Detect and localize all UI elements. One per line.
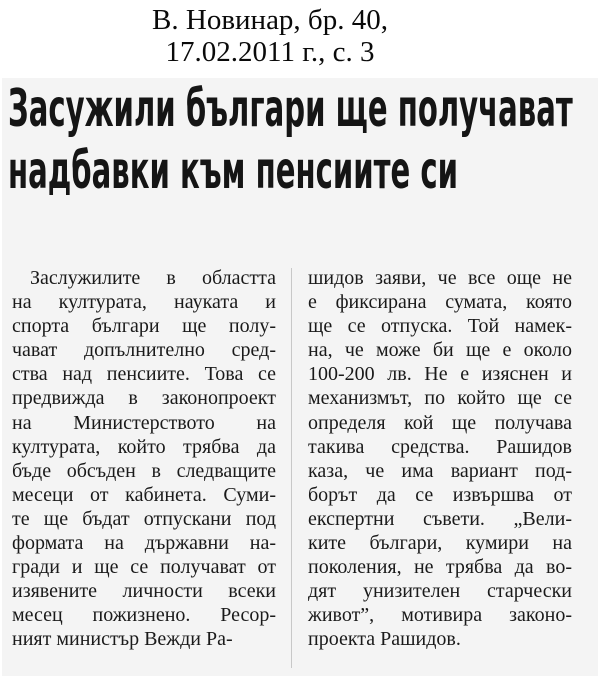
- article-line: механизмът, по който ще се: [308, 387, 572, 410]
- newspaper-clipping: [2, 78, 598, 676]
- article-line: чават допълнително сред-: [12, 339, 276, 362]
- article-line: Заслужилите в областта: [30, 267, 276, 289]
- article-line: предвижда в законопроект: [12, 387, 276, 410]
- article-line: те ще бъдат отпускани под: [12, 507, 276, 530]
- article-line: дят унизителен старчески: [308, 580, 572, 603]
- article-line: такива средства. Рашидов: [308, 435, 572, 458]
- article-line: проекта Рашидов.: [308, 628, 461, 651]
- article-line: спорта българи ще полу-: [12, 315, 276, 338]
- article-line: на Министерството на: [12, 411, 276, 434]
- article-line: на културата, науката и: [12, 291, 276, 314]
- headline-line-2: надбавки към пенсиите си: [8, 141, 459, 201]
- article-line: ният министър Вежди Ра-: [12, 628, 233, 651]
- article-line: 100-200 лв. Не е изяснен и: [308, 363, 572, 386]
- article-line: формата на държавни на-: [12, 532, 276, 555]
- article-line: месец пожизнено. Ресор-: [12, 604, 276, 627]
- article-line: ките българи, кумири на: [308, 532, 572, 555]
- article-line: културата, който трябва да: [12, 435, 276, 458]
- article-headline: [8, 78, 573, 202]
- source-line-date-page: 17.02.2011 г., с. 3: [165, 36, 375, 68]
- article-line: на, че може би ще е около: [308, 339, 572, 362]
- article-line: бъде обсъден в следващите: [12, 459, 276, 482]
- article-column-left: [12, 266, 276, 652]
- article-line: поколения, не трябва да во-: [308, 556, 572, 579]
- article-line: борът да се извършва от: [308, 483, 572, 506]
- column-divider: [291, 268, 292, 668]
- article-line: шидов заяви, че все още не: [308, 267, 572, 289]
- article-line: месеци от кабинета. Суми-: [12, 483, 276, 506]
- article-line: ще се отпуска. Той намек-: [308, 315, 572, 338]
- article-line: живот”, мотивира законо-: [308, 604, 572, 627]
- article-line: определя кой ще получава: [308, 411, 572, 434]
- article-line: експертни съвети. „Вели-: [308, 507, 572, 530]
- headline-line-1: Засужили българи ще получават: [8, 79, 573, 139]
- article-line: гради и ще се получават от: [12, 556, 276, 579]
- article-line: ства над пенсиите. Това се: [12, 363, 276, 386]
- source-line-publication: В. Новинар, бр. 40,: [152, 4, 388, 36]
- source-citation: [105, 4, 435, 68]
- article-line: е фиксирана сумата, която: [308, 291, 572, 314]
- article-column-right: [308, 266, 572, 652]
- article-line: каза, че има вариант под-: [308, 459, 572, 482]
- article-line: изявените личности всеки: [12, 580, 276, 603]
